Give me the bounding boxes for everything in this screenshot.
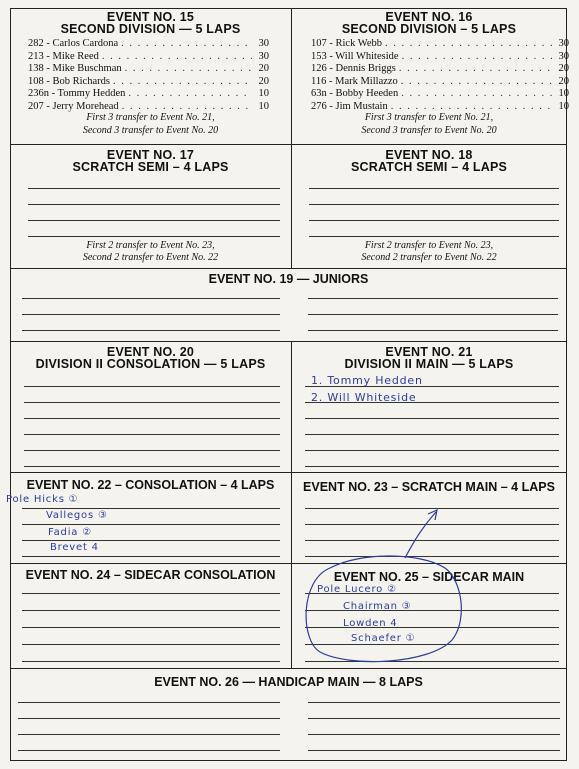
event-18-title: SCRATCH SEMI – 4 LAPS xyxy=(350,160,508,174)
handwritten-entry: Chairman ③ xyxy=(343,601,412,612)
transfer-note: First 3 transfer to Event No. 21, xyxy=(364,112,494,123)
event-23-title: EVENT NO. 23 – SCRATCH MAIN – 4 LAPS xyxy=(303,480,555,494)
event-16-number: EVENT NO. 16 xyxy=(385,10,473,24)
event-21-title: DIVISION II MAIN — 5 LAPS xyxy=(344,357,514,371)
ink-circle xyxy=(306,556,461,662)
handwritten-entry: 2. Will Whiteside xyxy=(311,391,417,404)
event-17-number: EVENT NO. 17 xyxy=(106,148,195,162)
transfer-note: Second 2 transfer to Event No. 22 xyxy=(361,252,497,263)
event-20-title: DIVISION II CONSOLATION — 5 LAPS xyxy=(35,357,266,371)
transfer-note: First 2 transfer to Event No. 23, xyxy=(364,240,494,251)
entry-row: 153 - Will Whiteside . . . 30 xyxy=(311,51,569,64)
transfer-note: First 2 transfer to Event No. 23, xyxy=(86,240,215,251)
ink-arrow-icon xyxy=(405,512,436,558)
event-15-title: SECOND DIVISION — 5 LAPS xyxy=(60,22,241,36)
handwritten-entry: Schaefer ① xyxy=(351,633,416,644)
event-15-number: EVENT NO. 15 xyxy=(106,10,195,24)
entry-row: 236n - Tommy Hedden . . . 10 xyxy=(28,88,269,101)
event-19-title: EVENT NO. 19 — JUNIORS xyxy=(208,272,369,286)
event-16-title: SECOND DIVISION – 5 LAPS xyxy=(341,22,517,36)
transfer-note: Second 3 transfer to Event No. 20 xyxy=(82,125,219,136)
event-18-number: EVENT NO. 18 xyxy=(385,148,473,162)
handwritten-entry: 1. Tommy Hedden xyxy=(311,374,423,387)
transfer-note: First 3 transfer to Event No. 21, xyxy=(86,112,215,123)
entry-row: 282 - Carlos Cardona . . . 30 xyxy=(28,38,269,51)
ink-arrow-head-icon xyxy=(428,510,437,520)
entry-row: 63n - Bobby Heeden . . . 10 xyxy=(311,88,569,101)
handwritten-entry: Lowden 4 xyxy=(343,618,398,629)
entry-row: 108 - Bob Richards . . . 20 xyxy=(28,76,269,89)
event-25-title: EVENT NO. 25 – SIDECAR MAIN xyxy=(333,570,525,584)
handwritten-entry: Pole Lucero ② xyxy=(317,584,397,595)
event-21-number: EVENT NO. 21 xyxy=(385,345,473,359)
handwritten-entry: Pole Hicks ① xyxy=(6,494,79,505)
entry-row: 207 - Jerry Morehead . . . 10 xyxy=(28,101,269,114)
event-17-title: SCRATCH SEMI – 4 LAPS xyxy=(72,160,229,174)
entry-row: 107 - Rick Webb . . . 30 xyxy=(311,38,569,51)
event-20-number: EVENT NO. 20 xyxy=(106,345,195,359)
handwritten-entry: Brevet 4 xyxy=(50,542,99,553)
handwritten-entry: Fadia ② xyxy=(48,527,92,538)
handwritten-entry: Vallegos ③ xyxy=(46,510,108,521)
event-22-title: EVENT NO. 22 – CONSOLATION – 4 LAPS xyxy=(26,478,275,492)
entry-row: 126 - Dennis Briggs . . . 20 xyxy=(311,63,569,76)
transfer-note: Second 2 transfer to Event No. 22 xyxy=(82,252,219,263)
entry-row: 138 - Mike Buschman . . . 20 xyxy=(28,63,269,76)
event-24-title: EVENT NO. 24 – SIDECAR CONSOLATION xyxy=(25,568,276,582)
transfer-note: Second 3 transfer to Event No. 20 xyxy=(361,125,497,136)
entry-row: 213 - Mike Reed . . . 30 xyxy=(28,51,269,64)
entry-row: 276 - Jim Mustain . . . 10 xyxy=(311,101,569,114)
event-26-title: EVENT NO. 26 — HANDICAP MAIN — 8 LAPS xyxy=(154,675,423,689)
entry-row: 116 - Mark Millazzo . . . 20 xyxy=(311,76,569,89)
